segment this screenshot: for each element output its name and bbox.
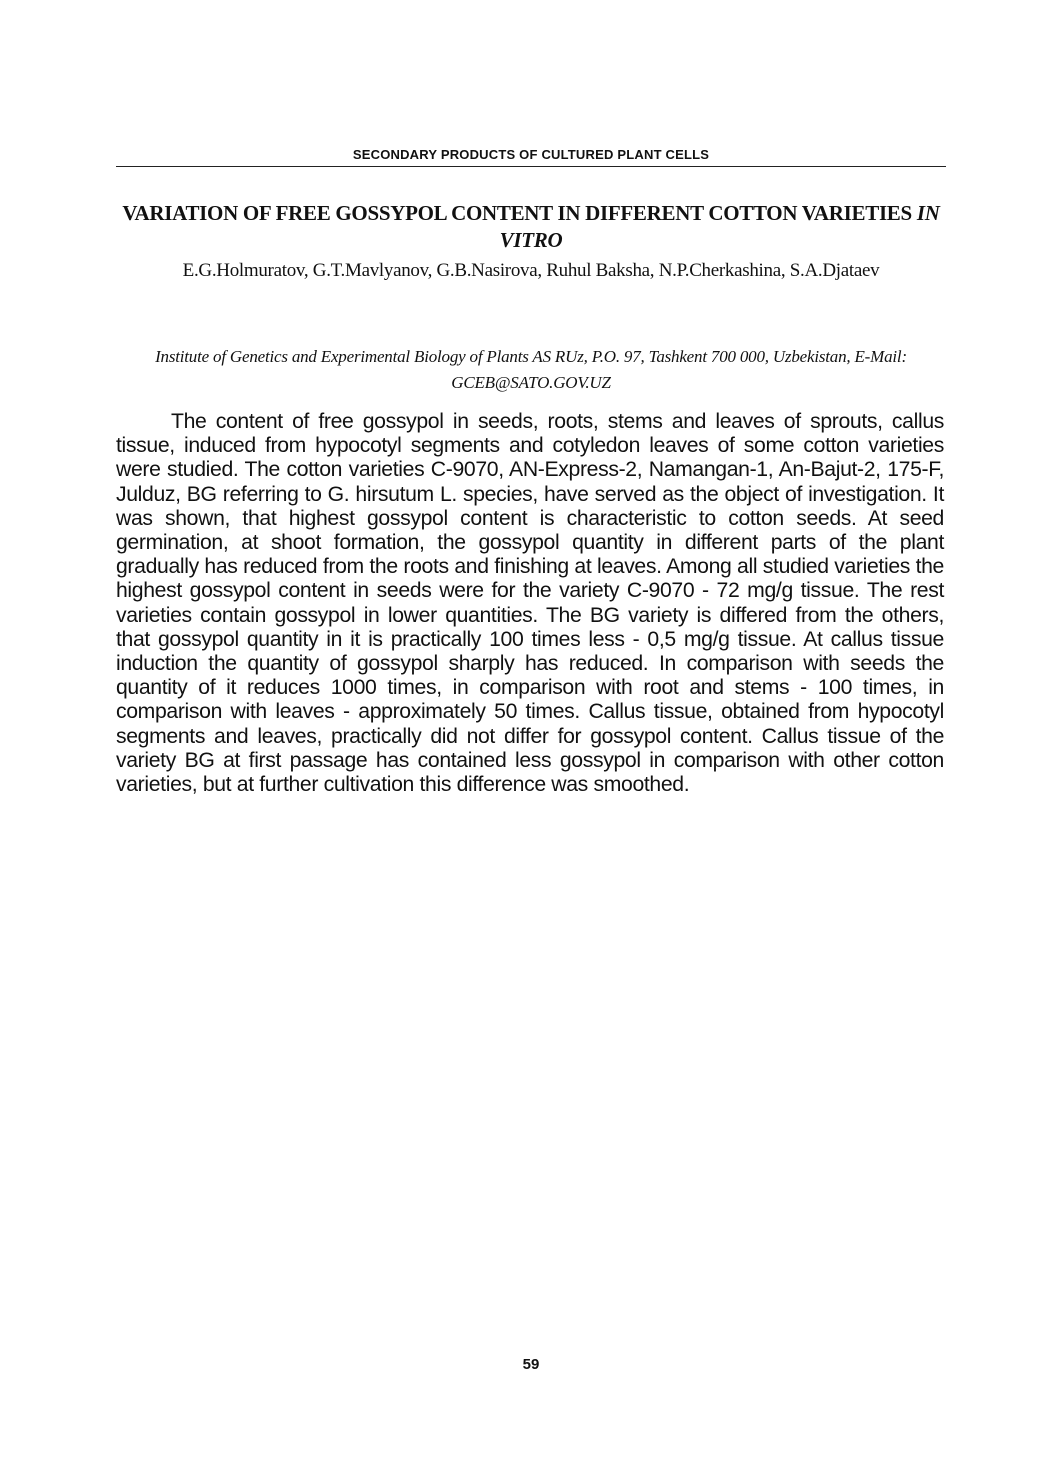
abstract-paragraph: The content of free gossypol in seeds, roots, stems and leaves of sprouts, callus tissue, induced from hypocotyl segments and cotyledon leaves of some cotton varieties were studied. The cotton varieties C-9070, AN-Express-2, Namangan-1, An-Bajut-2, 175-F, Julduz, BG referring to G. hirsutum L. species, have served as the object of investigation. It was shown, that highest gossypol content is characteristic to cotton seeds. At seed germination, at shoot formation, the gossypol quantity in different parts of the plant gradually has reduced from the roots and finishing at leaves. Among all studied varieties the highest gossypol content in seeds were for the variety C-9070 - 72 mg/g tissue. The rest varieties contain gossypol in lower quantities. The BG variety is differed from the others, that gossypol quantity in it is practically 100 times less - 0,5 mg/g tissue. At callus tissue induction the quantity of gossypol sharply has reduced. In comparison with seeds the quantity of it reduces 1000 times, in comparison with root and stems - 100 times, in comparison with leaves - approximately 50 times. Callus tissue, obtained from hypocotyl segments and leaves, practically did not differ for gossypol content. Callus tissue of the variety BG at first passage has contained less gossypol in comparison with other cotton varieties, but at further cultivation this difference was smoothed. [116,410,944,797]
page-number: 59 [522,1356,540,1373]
running-header: SECONDARY PRODUCTS OF CULTURED PLANT CELLS [352,147,710,162]
article-title-main: VARIATION OF FREE GOSSYPOL CONTENT IN DIFFERENT COTTON VARIETIES [122,201,912,225]
author-list: E.G.Holmuratov, G.T.Mavlyanov, G.B.Nasirova, Ruhul Baksha, N.P.Cherkashina, S.A.Djataev [182,260,880,281]
article-title [116,200,946,254]
header-rule [116,166,946,167]
article-title-italic: IN VITRO [499,201,940,252]
affiliation: Institute of Genetics and Experimental Biology of Plants AS RUz, P.O. 97, Tashkent 700 000, Uzbekistan, E-Mail: GCEB@SATO.GOV.UZ [155,347,907,392]
